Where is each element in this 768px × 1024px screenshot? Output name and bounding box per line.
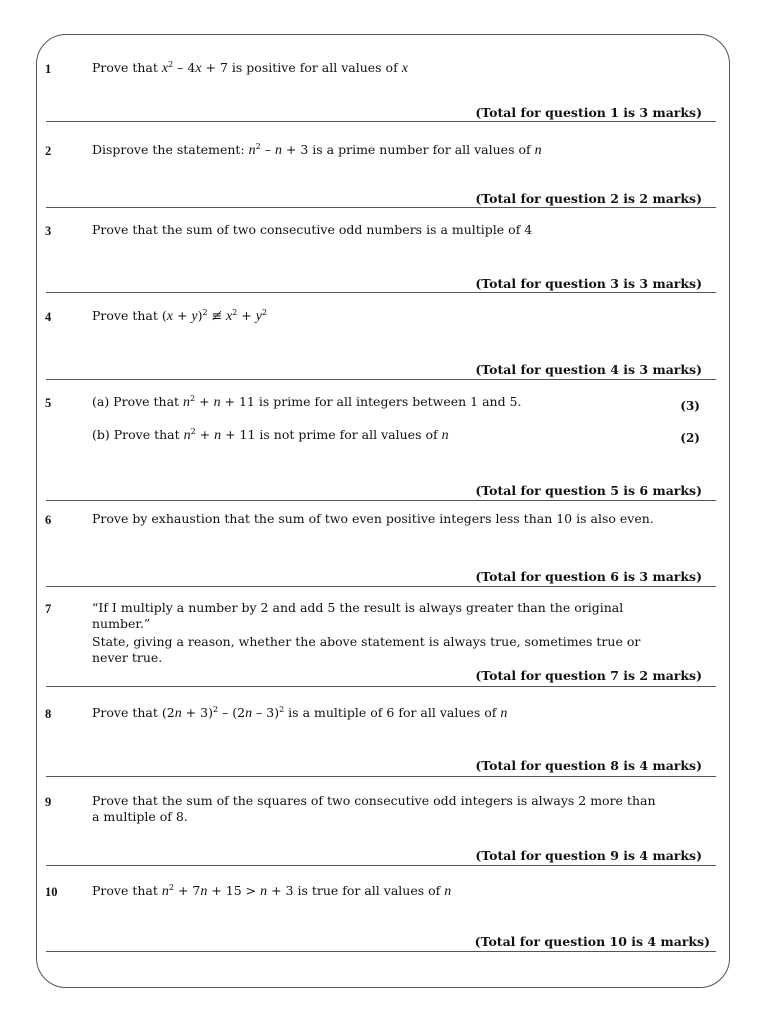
math-variable: n: [500, 706, 508, 721]
text-run: Disprove the statement:: [92, 142, 249, 157]
text-run: + 11 is not prime for all values of: [221, 427, 442, 442]
text-run: ≢: [207, 308, 227, 323]
text-run: – 4: [173, 60, 196, 75]
text-run: + 3 is a prime number for all values of: [281, 142, 535, 157]
question-number: 10: [45, 885, 58, 899]
question-instruction: [92, 634, 672, 666]
text-run: ): [197, 308, 203, 323]
text-run: + 15 >: [207, 883, 261, 898]
math-variable: n: [183, 428, 191, 443]
text-run: Prove that (: [92, 308, 167, 323]
text-run: Prove that: [92, 883, 162, 898]
divider: [46, 292, 716, 293]
superscript: 2: [168, 59, 174, 69]
text-run: + 3): [181, 705, 213, 720]
math-variable: n: [161, 884, 169, 899]
superscript: 2: [202, 307, 208, 317]
math-variable: n: [260, 884, 268, 899]
divider: [46, 776, 716, 777]
math-variable: n: [444, 884, 452, 899]
math-variable: x: [166, 309, 173, 324]
math-variable: n: [245, 706, 253, 721]
text-run: “If I multiply a number by 2 and add 5 the result is always greater than the original number.”: [92, 600, 624, 631]
math-variable: n: [274, 143, 282, 158]
math-variable: x: [195, 61, 202, 76]
text-run: –: [260, 142, 275, 157]
math-variable: n: [183, 395, 191, 410]
question-total-marks: (Total for question 3 is 3 marks): [475, 276, 702, 291]
text-run: +: [195, 427, 215, 442]
question-total-marks: (Total for question 5 is 6 marks): [475, 483, 702, 498]
part-a-marks: (3): [680, 399, 700, 413]
question-part-a: [92, 394, 672, 411]
question-number: 5: [45, 396, 52, 410]
question-number: 7: [45, 602, 52, 616]
text-run: (a) Prove that: [92, 394, 184, 409]
math-variable: n: [213, 395, 221, 410]
part-b-marks: (2): [680, 431, 700, 445]
superscript: 2: [279, 704, 285, 714]
divider: [46, 500, 716, 501]
question-text: [92, 308, 672, 325]
text-run: Prove that: [92, 60, 162, 75]
text-run: – 3): [252, 705, 280, 720]
question-text: [92, 511, 672, 527]
text-run: + 3 is true for all values of: [267, 883, 445, 898]
divider: [46, 865, 716, 866]
math-variable: n: [214, 428, 222, 443]
question-part-b: [92, 427, 672, 444]
divider: [46, 586, 716, 587]
superscript: 2: [232, 307, 238, 317]
question-number: 4: [45, 310, 52, 324]
text-run: Prove that the sum of the squares of two consecutive odd integers is always 2 more than a multiple of 8.: [92, 793, 656, 824]
question-total-marks: (Total for question 6 is 3 marks): [475, 569, 702, 584]
superscript: 2: [261, 307, 268, 317]
math-variable: n: [534, 143, 542, 158]
text-run: (b) Prove that: [92, 427, 184, 442]
question-number: 6: [45, 513, 52, 527]
text-run: is a multiple of 6 for all values of: [284, 705, 501, 720]
math-variable: y: [191, 309, 198, 324]
question-number: 2: [45, 144, 52, 158]
text-run: – (2: [218, 705, 246, 720]
superscript: 2: [168, 882, 174, 892]
math-variable: x: [401, 61, 408, 76]
question-number: 8: [45, 707, 52, 721]
question-number: 3: [45, 224, 52, 238]
text-run: Prove that (2: [92, 705, 175, 720]
divider: [46, 121, 716, 122]
question-text: [92, 705, 672, 722]
math-variable: n: [174, 706, 182, 721]
math-variable: y: [255, 309, 262, 324]
divider: [46, 379, 716, 380]
question-total-marks: (Total for question 8 is 4 marks): [475, 758, 702, 773]
math-variable: n: [248, 143, 256, 158]
question-total-marks: (Total for question 4 is 3 marks): [475, 362, 702, 377]
question-text: [92, 883, 672, 900]
question-text: [92, 60, 672, 77]
question-total-marks: (Total for question 1 is 3 marks): [475, 105, 702, 120]
question-text: [92, 222, 672, 238]
text-run: + 11 is prime for all integers between 1 and 5.: [220, 394, 522, 409]
math-variable: x: [161, 61, 169, 76]
superscript: 2: [212, 704, 219, 714]
question-total-marks: (Total for question 10 is 4 marks): [474, 934, 710, 949]
divider: [46, 951, 716, 952]
text-run: Prove by exhaustion that the sum of two even positive integers less than 10 is also even.: [92, 511, 654, 526]
math-variable: n: [200, 884, 208, 899]
question-number: 9: [45, 795, 52, 809]
text-run: +: [172, 308, 192, 323]
question-number: 1: [45, 62, 52, 76]
divider: [46, 686, 716, 687]
math-variable: x: [226, 309, 233, 324]
text-run: +: [195, 394, 214, 409]
divider: [46, 207, 716, 208]
superscript: 2: [255, 141, 261, 151]
question-total-marks: (Total for question 7 is 2 marks): [475, 668, 702, 683]
text-run: +: [237, 308, 256, 323]
question-statement: [92, 600, 672, 632]
question-text: [92, 142, 672, 159]
superscript: 2: [190, 393, 196, 403]
text-run: State, giving a reason, whether the above statement is always true, sometimes true or never true.: [92, 634, 641, 665]
text-run: Prove that the sum of two consecutive odd numbers is a multiple of 4: [92, 222, 533, 237]
superscript: 2: [190, 426, 196, 436]
question-text: [92, 793, 662, 825]
math-variable: n: [441, 428, 449, 443]
question-total-marks: (Total for question 2 is 2 marks): [475, 191, 702, 206]
text-run: + 7 is positive for all values of: [201, 60, 402, 75]
text-run: + 7: [173, 883, 201, 898]
question-total-marks: (Total for question 9 is 4 marks): [475, 848, 702, 863]
